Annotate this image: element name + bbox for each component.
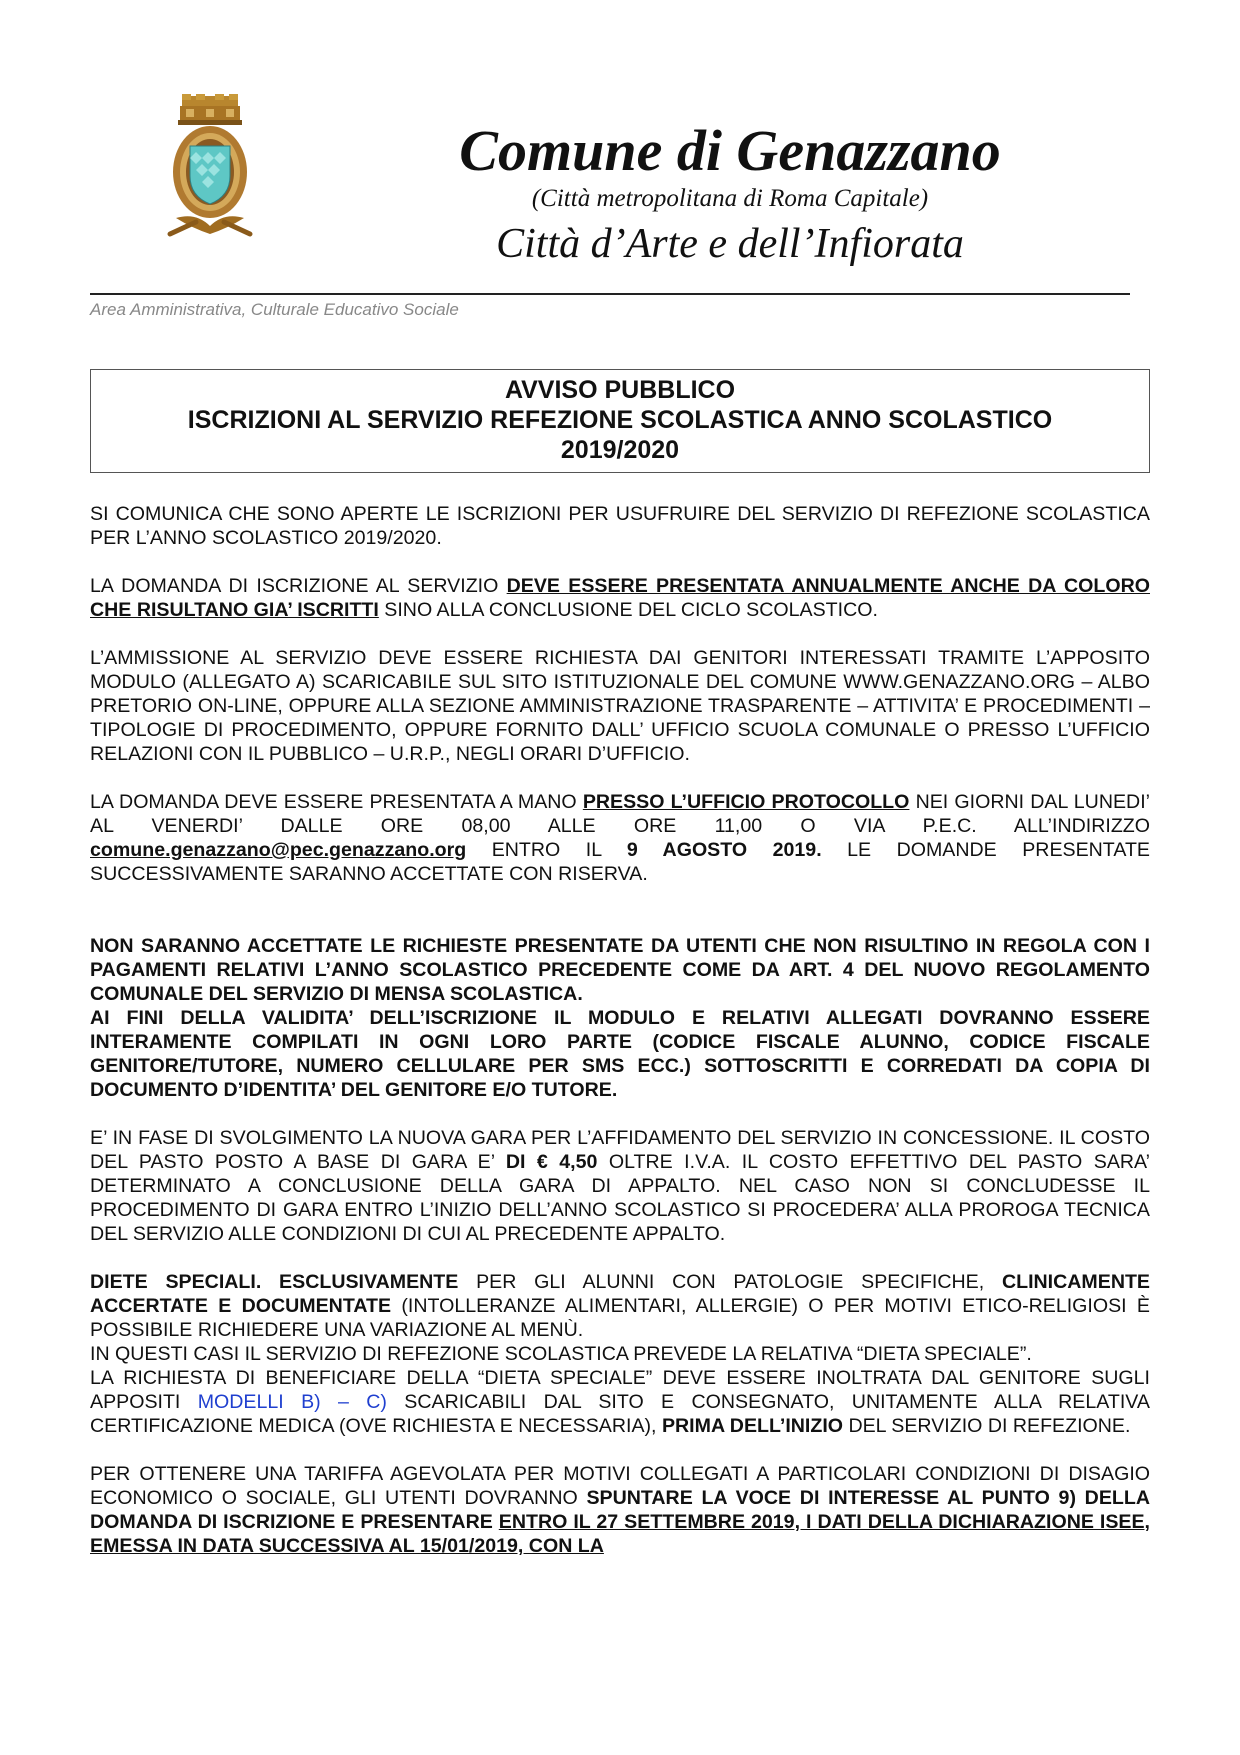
municipality-title: Comune di Genazzano — [459, 118, 1001, 183]
text-run: (INTOLLERANZE ALIMENTARI, ALLERGIE) O PER MOTIVI ETICO-RELIGIOSI È POSSIBILE RICHIEDERE UNA VARIAZIONE AL MENÙ. — [90, 1295, 1150, 1341]
paragraph-reduced-tariff — [90, 1462, 1150, 1558]
text-run: LA RICHIESTA DI BENEFICIARE DELLA “DIETA SPECIALE” DEVE ESSERE INOLTRATA DAL GENITORE SUGLI APPOSITI — [90, 1367, 1150, 1413]
text-run: LA DOMANDA DEVE ESSERE PRESENTATA A MANO — [90, 791, 583, 813]
text-run: ENTRO IL — [466, 839, 627, 861]
department-label: Area Amministrativa, Culturale Educativo Sociale — [90, 300, 459, 319]
paragraph-payment-requirement — [90, 934, 1150, 1006]
text-run: PER GLI ALUNNI CON PATOLOGIE SPECIFICHE, — [458, 1271, 1002, 1293]
text-run: NEI GIORNI DAL LUNEDI’ AL VENERDI’ DALLE ORE 08,00 ALLE ORE 11,00 O VIA P.E.C. ALL’INDIRIZZO — [90, 791, 1150, 837]
municipality-subtitle: (Città metropolitana di Roma Capitale) — [531, 185, 929, 212]
notice-body — [90, 502, 1150, 1558]
bold-run: AI FINI DELLA VALIDITA’ DELL’ISCRIZIONE IL MODULO E RELATIVI ALLEGATI DOVRANNO ESSERE INTERAMENTE COMPILATI IN OGNI LORO PARTE (CODICE FISCALE ALUNNO, CODICE FISCALE GENITORE/TUTORE, NUMERO CELLULARE PER SMS ECC.) SOTTOSCRITTI E CORREDATI DA COPIA DI DOCUMENTO D’IDENTITA’ DEL GENITORE E/O TUTORE. — [90, 1007, 1150, 1101]
paragraph-meal-cost — [90, 1126, 1150, 1246]
emphasis-run: DEVE ESSERE PRESENTATA ANNUALMENTE ANCHE DA COLORO CHE RISULTANO GIA’ ISCRITTI — [90, 575, 1150, 621]
municipal-crest-icon — [166, 94, 254, 242]
paragraph-announcement: SI COMUNICA CHE SONO APERTE LE ISCRIZIONI PER USUFRUIRE DEL SERVIZIO DI REFEZIONE SCOLASTICA PER L’ANNO SCOLASTICO 2019/2020. — [90, 503, 1150, 549]
forms-b-c-link[interactable]: MODELLI B) – C) — [197, 1391, 387, 1413]
text-run: LA DOMANDA DI ISCRIZIONE AL SERVIZIO — [90, 575, 507, 597]
text-run: OLTRE I.V.A. IL COSTO EFFETTIVO DEL PASTO SARA’ DETERMINATO A CONCLUSIONE DELLA GARA DI APPALTO. NEL CASO NON SI CONCLUDESSE IL PROCEDIMENTO DI GARA ENTRO L’INIZIO DELL’ANNO SCOLASTICO SI PROCEDERA’ ALLA PROROGA TECNICA DEL SERVIZIO ALLE CONDIZIONI DI CUI AL PRECEDENTE APPALTO. — [90, 1151, 1151, 1245]
paragraph-admission: L’AMMISSIONE AL SERVIZIO DEVE ESSERE RICHIESTA DAI GENITORI INTERESSATI TRAMITE L’APPOSITO MODULO (ALLEGATO A) SCARICABILE SUL SITO ISTITUZIONALE DEL COMUNE WWW.GENAZZANO.ORG – ALBO PRETORIO ON-LINE, OPPURE ALLA SEZIONE AMMINISTRAZIONE TRASPARENTE – ATTIVITA’ E PROCEDIMENTI – TIPOLOGIE DI PROCEDIMENTO, OPPURE FORNITO DALL’ UFFICIO SCUOLA COMUNALE O PRESSO L’UFFICIO RELAZIONI CON IL PUBBLICO – U.R.P., NEGLI ORARI D’UFFICIO. — [90, 647, 1150, 765]
emphasis-run: ENTRO IL 27 SETTEMBRE 2019, I DATI DELLA DICHIARAZIONE ISEE, EMESSA IN DATA SUCCESSIVA AL 15/01/2019, CON LA — [90, 1511, 1150, 1557]
paragraph-special-diet-request — [90, 1366, 1150, 1438]
emphasis-run: PRESSO L’UFFICIO PROTOCOLLO — [582, 791, 910, 813]
paragraph-annual-application — [90, 574, 1150, 622]
bold-run: CLINICAMENTE ACCERTATE E DOCUMENTATE — [90, 1271, 1151, 1317]
paragraph-validity — [90, 1006, 1150, 1102]
bold-run: SPUNTARE LA VOCE DI INTERESSE AL PUNTO 9) DELLA DOMANDA DI ISCRIZIONE E PRESENTARE — [90, 1487, 1150, 1533]
deadline-date: 9 AGOSTO 2019. — [626, 839, 822, 861]
notice-title-line3: 2019/2020 — [560, 436, 680, 464]
text-run: DEL SERVIZIO DI REFEZIONE. — [843, 1415, 1131, 1437]
header-divider — [90, 293, 1130, 295]
bold-run: PRIMA DELL’INIZIO — [661, 1415, 844, 1437]
text-run: SINO ALLA CONCLUSIONE DEL CICLO SCOLASTICO. — [378, 599, 878, 621]
bold-run: DIETE SPECIALI. ESCLUSIVAMENTE — [90, 1271, 459, 1293]
paragraph-submission — [90, 790, 1150, 886]
text-run: E’ IN FASE DI SVOLGIMENTO LA NUOVA GARA PER L’AFFIDAMENTO DEL SERVIZIO IN CONCESSIONE. IL COSTO DEL PASTO POSTO A BASE DI GARA E’ — [90, 1127, 1150, 1173]
text-run: PER OTTENERE UNA TARIFFA AGEVOLATA PER MOTIVI COLLEGATI A PARTICOLARI CONDIZIONI DI DISAGIO ECONOMICO O SOCIALE, GLI UTENTI DOVRANNO — [90, 1463, 1150, 1509]
meal-price: DI € 4,50 — [505, 1151, 598, 1173]
notice-title-line1: AVVISO PUBBLICO — [504, 376, 736, 404]
notice-title-box — [90, 369, 1150, 473]
notice-title-line2: ISCRIZIONI AL SERVIZIO REFEZIONE SCOLASTICA ANNO SCOLASTICO — [187, 406, 1053, 434]
paragraph-special-diets — [90, 1270, 1150, 1342]
pec-email-link[interactable]: comune.genazzano@pec.genazzano.org — [90, 839, 467, 861]
text-run: LE DOMANDE PRESENTATE SUCCESSIVAMENTE SARANNO ACCETTATE CON RISERVA. — [90, 839, 1150, 885]
paragraph-special-diet-provision: IN QUESTI CASI IL SERVIZIO DI REFEZIONE SCOLASTICA PREVEDE LA RELATIVA “DIETA SPECIALE”. — [90, 1343, 1032, 1365]
municipality-motto: Città d’Arte e dell’Infiorata — [496, 221, 964, 267]
bold-run: NON SARANNO ACCETTATE LE RICHIESTE PRESENTATE DA UTENTI CHE NON RISULTINO IN REGOLA CON I PAGAMENTI RELATIVI L’ANNO SCOLASTICO PRECEDENTE COME DA ART. 4 DEL NUOVO REGOLAMENTO COMUNALE DEL SERVIZIO DI MENSA SCOLASTICA. — [90, 935, 1150, 1005]
text-run: SCARICABILI DAL SITO E CONSEGNATO, UNITAMENTE ALLA RELATIVA CERTIFICAZIONE MEDICA (OVE RICHIESTA E NECESSARIA), — [90, 1391, 1150, 1437]
